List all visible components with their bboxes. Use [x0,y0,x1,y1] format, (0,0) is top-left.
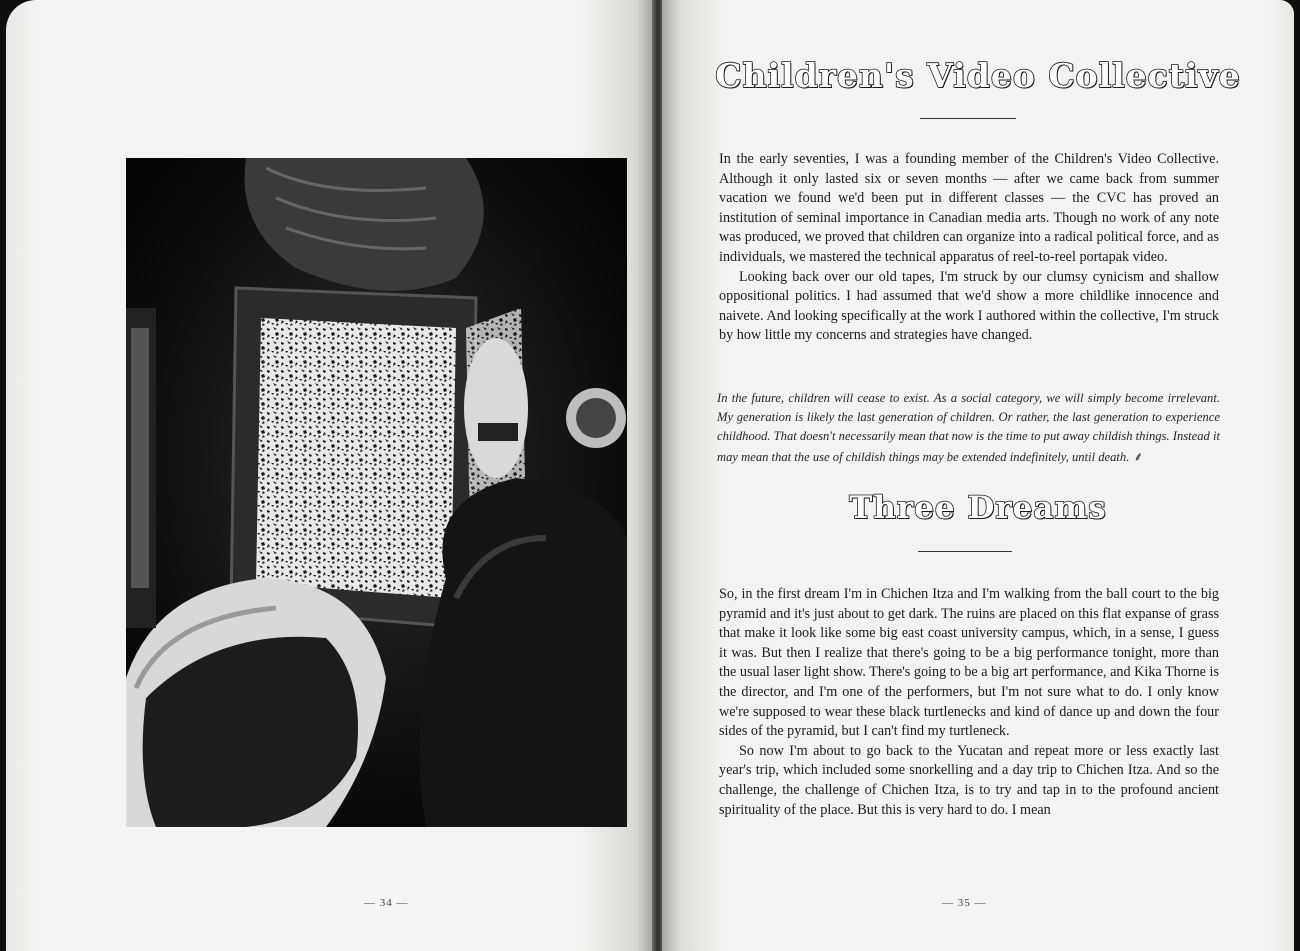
italic-quote [717,389,1220,467]
left-page [6,0,656,951]
italic-quote-text: In the future, children will cease to exist. As a social category, we will simply become irrelevant. My generation is likely the last generation of children. Or rather, the last generation to experience childhood. That doesn't necessarily mean that now is the time to put away childish things. Instead it may mean that the use of childish things may be extended indefinitely, until death. [717,391,1220,464]
title-rule [918,551,1012,552]
paragraph-2: Looking back over our old tapes, I'm struck by our clumsy cynicism and shallow oppositional politics. I had assumed that we'd show a more childlike innocence and naivete. And looking specifically at the work I authored within the collective, I'm struck by how little my concerns and strategies have changed. [719,268,1219,344]
fleuron-ornament-icon: ⸙ [1133,448,1144,464]
photograph-tv-static [126,158,627,827]
body-text-cvc [719,150,1219,346]
section-title-three-dreams: Three Dreams [849,490,1107,526]
page-number-right: — 35 — [942,897,987,909]
paragraph-1: In the early seventies, I was a founding member of the Children's Video Collective. Although it only lasted six or seven months — after we came back from summer vacation we found we'd been put in different classes — the CVC has proved an institution of seminal importance in Canadian media arts. Though no work of any note was produced, we proved that children can organize into a radical political force, and as individuals, we mastered the technical apparatus of reel-to-reel portapak video. [719,151,1219,265]
paragraph-3: So, in the first dream I'm in Chichen Itza and I'm walking from the ball court to the big pyramid and it's just about to get dark. The ruins are placed on this flat expanse of grass that make it look like some big east coast university campus, which, in a sense, I guess it was. But then I realize that there's going to be a big performance tonight, more than the usual laser light show. There's going to be a big art performance, and Kika Thorne is the director, and I'm one of the performers, but I'm not sure what to do. I only know we're supposed to wear these black turtlenecks and kind of dance up and down the four sides of the pyramid, but I can't find my turtleneck. [719,586,1219,740]
page-number-left: — 34 — [364,897,409,909]
title-rule [920,118,1016,119]
right-page [662,0,1294,951]
paragraph-4: So now I'm about to go back to the Yucatan and repeat more or less exactly last year's trip, which included some snorkelling and a day trip to Chichen Itza. And so the challenge, the challenge of Chichen Itza, is to try and tap in to the profound ancient spirituality of the place. But this is very hard to do. I mean [719,742,1219,818]
body-text-three-dreams [719,585,1219,820]
section-title-childrens-video-collective: Children's Video Collective [715,56,1241,95]
tv-static-photo-illustration [126,158,627,827]
